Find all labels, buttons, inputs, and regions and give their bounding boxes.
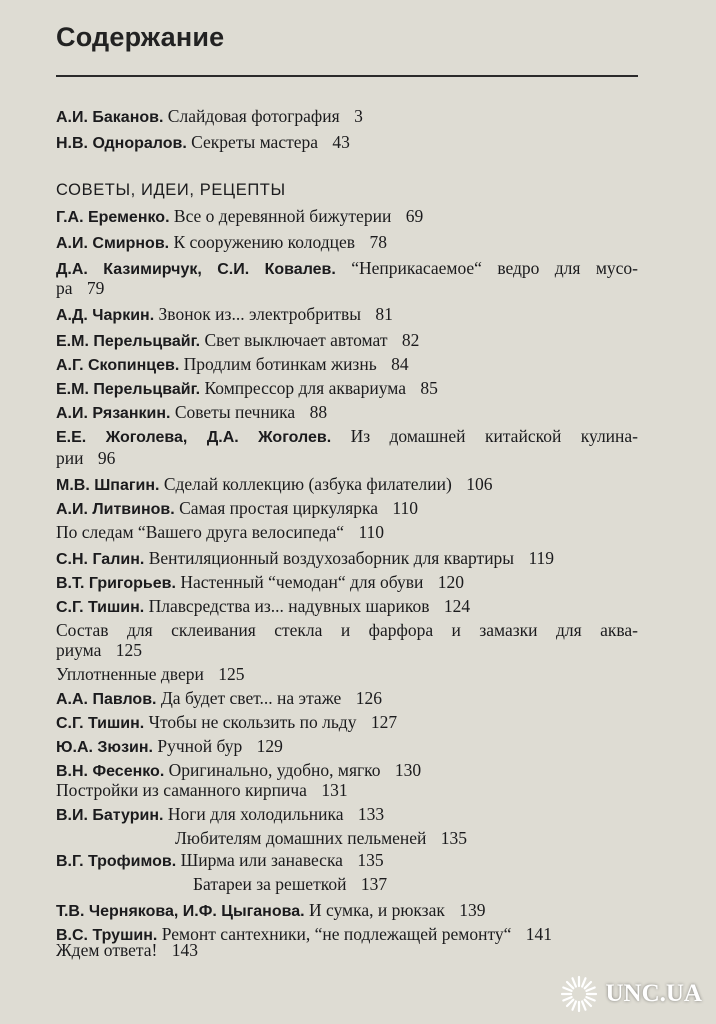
entry-title: Батареи за решеткой	[193, 874, 347, 894]
entry-page: 79	[86, 278, 105, 298]
toc-entry	[56, 132, 350, 154]
section-heading: СОВЕТЫ, ИДЕИ, РЕЦЕПТЫ	[56, 181, 286, 199]
entry-page: 81	[375, 304, 393, 324]
entry-title: Да будет свет... на этаже	[160, 688, 342, 708]
entry-title: Сделай коллекцию (азбука филателии)	[163, 474, 452, 494]
toc-entry	[56, 498, 418, 520]
entry-page: 130	[394, 760, 422, 780]
entry-title: “Неприкасаемое“ ведро для мусо-	[351, 258, 639, 278]
entry-page: 125	[115, 640, 142, 660]
entry-page: 137	[360, 874, 388, 894]
toc-entry	[56, 206, 423, 228]
entry-page: 85	[420, 378, 438, 398]
entry-page: 78	[369, 232, 387, 252]
entry-page: 139	[459, 900, 486, 920]
entry-title: Уплотненные двери	[56, 664, 204, 684]
entry-title: Секреты мастера	[191, 132, 319, 152]
entry-author: А.И. Литвинов.	[56, 501, 175, 518]
entry-page: 129	[256, 736, 283, 756]
toc-entry	[56, 664, 244, 684]
page-title: Содержание	[56, 22, 225, 52]
entry-author: В.Г. Трофимов.	[56, 853, 177, 870]
toc-entry	[56, 572, 464, 594]
entry-title: Ждем ответа!	[56, 940, 158, 960]
entry-author: Т.В. Чернякова, И.Ф. Цыганова.	[56, 903, 305, 920]
watermark-text: UNC.UA	[605, 980, 702, 1007]
entry-author: Г.А. Еременко.	[56, 209, 170, 226]
entry-author: А.И. Смирнов.	[56, 235, 170, 252]
entry-title: И сумка, и рюкзак	[308, 900, 445, 920]
toc-entry	[56, 548, 554, 570]
entry-page: 135	[440, 828, 468, 848]
entry-author: В.Н. Фесенко.	[56, 763, 165, 780]
toc-entry	[56, 760, 421, 782]
entry-title: Продлим ботинкам жизнь	[183, 354, 377, 374]
entry-title: Любителям домашних пельменей	[175, 828, 427, 848]
entry-author: В.И. Батурин.	[56, 807, 164, 824]
toc-entry	[56, 804, 384, 826]
toc-entry	[56, 900, 486, 922]
entry-author: А.Д. Чаркин.	[56, 307, 155, 324]
toc-entry	[56, 232, 387, 254]
entry-title: Все о деревянной бижутерии	[173, 206, 392, 226]
entry-page: 110	[358, 522, 385, 542]
entry-author: Е.М. Перельцвайг.	[56, 381, 201, 398]
entry-author: М.В. Шпагин.	[56, 477, 160, 494]
entry-page: 131	[321, 780, 348, 800]
entry-page: 106	[466, 474, 493, 494]
entry-author: В.С. Трушин.	[56, 927, 158, 944]
entry-title: Ширма или занавеска	[180, 850, 343, 870]
entry-title: Постройки из саманного кирпича	[56, 780, 307, 800]
toc-entry	[56, 474, 492, 496]
entry-page: 84	[391, 354, 409, 374]
entry-author: С.Г. Тишин.	[56, 715, 145, 732]
entry-author: Н.В. Одноралов.	[56, 135, 187, 152]
entry-title: Звонок из... электробритвы	[158, 304, 361, 324]
entry-page: 82	[401, 330, 420, 350]
entry-author: Д.А. Казимирчук, С.И. Ковалев.	[56, 261, 336, 278]
entry-page: 135	[357, 850, 384, 870]
entry-page: 120	[437, 572, 465, 592]
entry-title: Ручной бур	[157, 736, 243, 756]
entry-author: А.И. Баканов.	[56, 109, 164, 126]
entry-page: 96	[97, 448, 116, 468]
entry-author: А.И. Рязанкин.	[56, 405, 171, 422]
entry-author: С.Г. Тишин.	[56, 599, 145, 616]
entry-title: Чтобы не скользить по льду	[148, 712, 357, 732]
entry-page: 88	[309, 402, 328, 422]
entry-page: 124	[443, 596, 471, 616]
entry-title: Свет выключает автомат	[204, 330, 388, 350]
entry-page: 143	[171, 940, 198, 960]
toc-entry	[56, 378, 438, 400]
entry-title: Настенный “чемодан“ для обуви	[180, 572, 424, 592]
entry-title: По следам “Вашего друга велосипеда“	[56, 522, 345, 542]
entry-title: Самая простая циркулярка	[179, 498, 379, 518]
toc-entry-continuation	[56, 448, 115, 468]
entry-author: Е.Е. Жоголева, Д.А. Жоголев.	[56, 429, 332, 446]
toc-entry	[56, 940, 198, 960]
entry-author: С.Н. Галин.	[56, 551, 145, 568]
toc-entry	[56, 258, 638, 280]
toc-entry	[56, 780, 348, 800]
toc-entry	[56, 522, 384, 542]
toc-entry	[56, 330, 419, 352]
entry-page: 119	[528, 548, 555, 568]
entry-author: Ю.А. Зюзин.	[56, 739, 153, 756]
entry-title: Вентиляционный воздухозаборник для квартиры	[148, 548, 515, 568]
entry-page: 141	[525, 924, 553, 944]
toc-entry	[56, 620, 638, 640]
toc-entry	[56, 850, 384, 872]
entry-page: 127	[370, 712, 398, 732]
toc-entry	[56, 712, 397, 734]
entry-title: Ремонт сантехники, “не подлежащей ремонту“	[161, 924, 512, 944]
entry-page: 69	[405, 206, 424, 226]
entry-title: Слайдовая фотография	[167, 106, 340, 126]
entry-title: Компрессор для аквариума	[204, 378, 406, 398]
toc-entry	[56, 596, 470, 618]
toc-entry	[56, 402, 327, 424]
entry-page: 3	[354, 106, 363, 126]
entry-title: Ноги для холодильника	[167, 804, 344, 824]
title-divider	[56, 75, 638, 77]
toc-entry-continuation	[56, 640, 142, 660]
entry-page: 126	[355, 688, 382, 708]
entry-title: К сооружению колодцев	[173, 232, 356, 252]
entry-title: Оригинально, удобно, мягко	[168, 760, 381, 780]
toc-entry	[56, 736, 283, 758]
entry-author: Е.М. Перельцвайг.	[56, 333, 201, 350]
toc-entry	[193, 874, 387, 894]
entry-author: А.Г. Скопинцев.	[56, 357, 180, 374]
toc-entry	[56, 426, 638, 448]
toc-entry	[56, 688, 382, 710]
sunburst-logo-icon	[559, 974, 599, 1014]
entry-page: 43	[332, 132, 350, 152]
entry-title: Плавсредства из... надувных шариков	[148, 596, 430, 616]
entry-title-cont: ра	[56, 278, 73, 298]
entry-title: Состав для склеивания стекла и фарфора и замазки для аква-	[56, 620, 638, 640]
toc-entry	[56, 354, 409, 376]
entry-author: А.А. Павлов.	[56, 691, 157, 708]
toc-entry-continuation	[56, 278, 104, 298]
entry-title-cont: риума	[56, 640, 102, 660]
toc-entry	[56, 304, 393, 326]
toc-entry	[56, 106, 363, 128]
toc-entry	[175, 828, 467, 848]
entry-page: 110	[392, 498, 419, 518]
entry-page: 125	[218, 664, 245, 684]
entry-title-cont: рии	[56, 448, 84, 468]
entry-title: Из домашней китайской кулина-	[350, 426, 639, 446]
watermark	[559, 974, 702, 1014]
entry-title: Советы печника	[174, 402, 296, 422]
entry-page: 133	[357, 804, 385, 824]
entry-author: В.Т. Григорьев.	[56, 575, 176, 592]
